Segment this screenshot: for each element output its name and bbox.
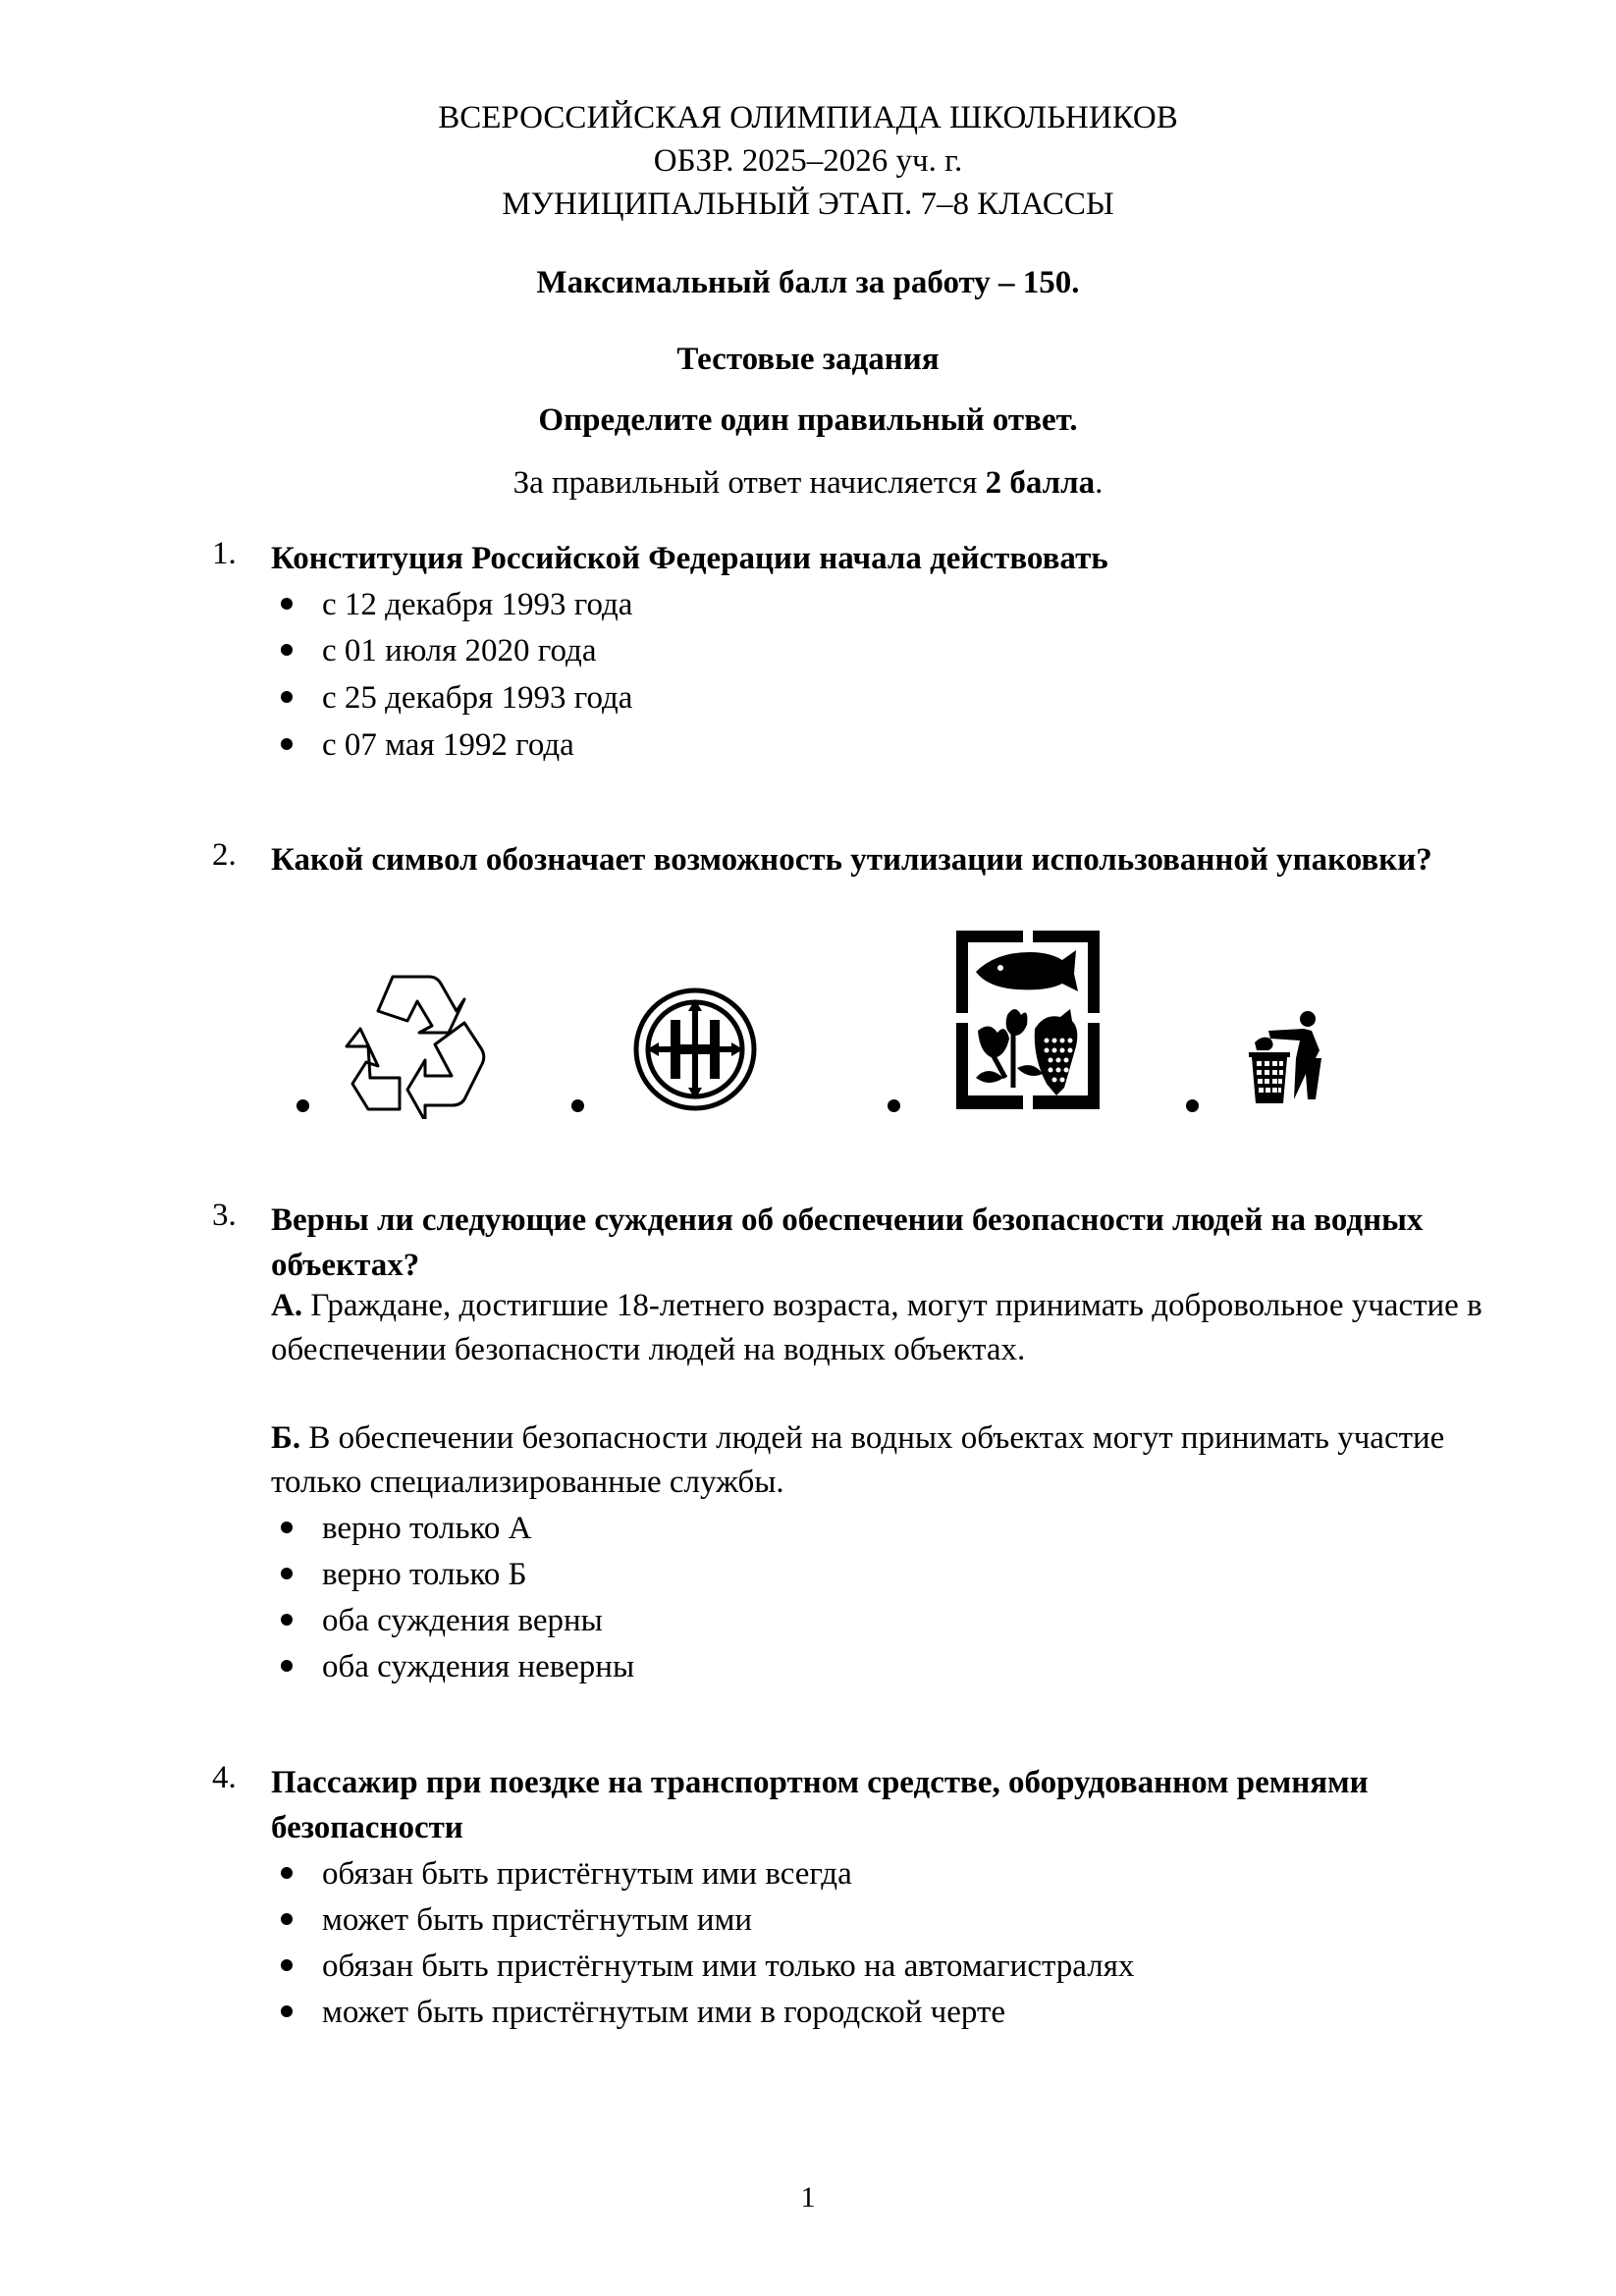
circle-h-arrows-icon: [631, 986, 759, 1113]
answer-option[interactable]: с 12 декабря 1993 года: [281, 582, 632, 627]
stage-grades: МУНИЦИПАЛЬНЫЙ ЭТАП. 7–8 КЛАССЫ: [502, 187, 1114, 222]
bullet-icon: [281, 738, 293, 750]
answer-option[interactable]: обязан быть пристёгнутым ими всегда: [281, 1851, 852, 1896]
bullet-icon: [571, 1099, 584, 1112]
bullet-icon: [281, 2005, 293, 2017]
question-text: Какой символ обозначает возможность утилизации использованной упаковки?: [271, 842, 1432, 878]
question-text: Конституция Российской Федерации начала действовать: [271, 541, 1108, 576]
answer-option[interactable]: обязан быть пристёгнутым ими только на автомагистралях: [281, 1944, 1134, 1989]
bullet-icon: [281, 1522, 293, 1533]
question-number: 3.: [212, 1198, 237, 1233]
answer-option[interactable]: может быть пристёгнутым ими в городской черте: [281, 1990, 1005, 2035]
bullet-icon: [281, 644, 293, 656]
answer-option[interactable]: может быть пристёгнутым ими: [281, 1897, 752, 1943]
answer-option[interactable]: верно только А: [281, 1506, 531, 1551]
answer-option[interactable]: оба суждения верны: [281, 1598, 603, 1643]
question-number: 4.: [212, 1760, 237, 1795]
scoring-points: 2 балла: [985, 465, 1096, 501]
answer-option[interactable]: с 07 мая 1992 года: [281, 722, 574, 768]
question-number: 2.: [212, 837, 237, 873]
subject-year: ОБЗР. 2025–2026 уч. г.: [653, 143, 963, 179]
page-number: 1: [800, 2181, 816, 2214]
bullet-icon: [281, 691, 293, 703]
answer-option[interactable]: оба суждения неверны: [281, 1644, 634, 1689]
bullet-icon: [281, 1614, 293, 1626]
bullet-icon: [888, 1099, 900, 1112]
section-title: Тестовые задания: [676, 342, 940, 377]
bullet-icon: [281, 1867, 293, 1879]
bullet-icon: [281, 1959, 293, 1971]
bullet-icon: [281, 1913, 293, 1925]
bullet-icon: [281, 1660, 293, 1672]
olympiad-title: ВСЕРОССИЙСКАЯ ОЛИМПИАДА ШКОЛЬНИКОВ: [438, 100, 1178, 135]
statement-a: А. Граждане, достигшие 18-летнего возраста, могут принимать добровольное участие в обеспечении безопасности людей на водных объектах.: [271, 1288, 1482, 1367]
max-score: Максимальный балл за работу – 150.: [536, 265, 1080, 300]
bullet-icon: [296, 1099, 309, 1112]
bullet-icon: [281, 598, 293, 610]
answer-option[interactable]: с 25 декабря 1993 года: [281, 675, 632, 721]
question-number: 1.: [212, 536, 237, 571]
food-contact-fish-grapes-icon: [956, 931, 1100, 1109]
statement-b: Б. В обеспечении безопасности людей на водных объектах могут принимать участие только специализированные службы.: [271, 1420, 1445, 1500]
instruction: Определите один правильный ответ.: [538, 402, 1078, 438]
bullet-icon: [281, 1568, 293, 1579]
tidyman-trash-bin-icon: [1247, 1009, 1327, 1109]
question-text: Верны ли следующие суждения об обеспечении безопасности людей на водных объектах?: [271, 1202, 1424, 1283]
bullet-icon: [1186, 1099, 1199, 1112]
answer-option[interactable]: верно только Б: [281, 1552, 527, 1597]
scoring-note: За правильный ответ начисляется 2 балла.: [512, 465, 1104, 501]
question-text: Пассажир при поездке на транспортном средстве, оборудованном ремнями безопасности: [271, 1765, 1369, 1845]
recycle-symbol-icon: [339, 972, 486, 1119]
answer-option[interactable]: с 01 июля 2020 года: [281, 628, 597, 673]
